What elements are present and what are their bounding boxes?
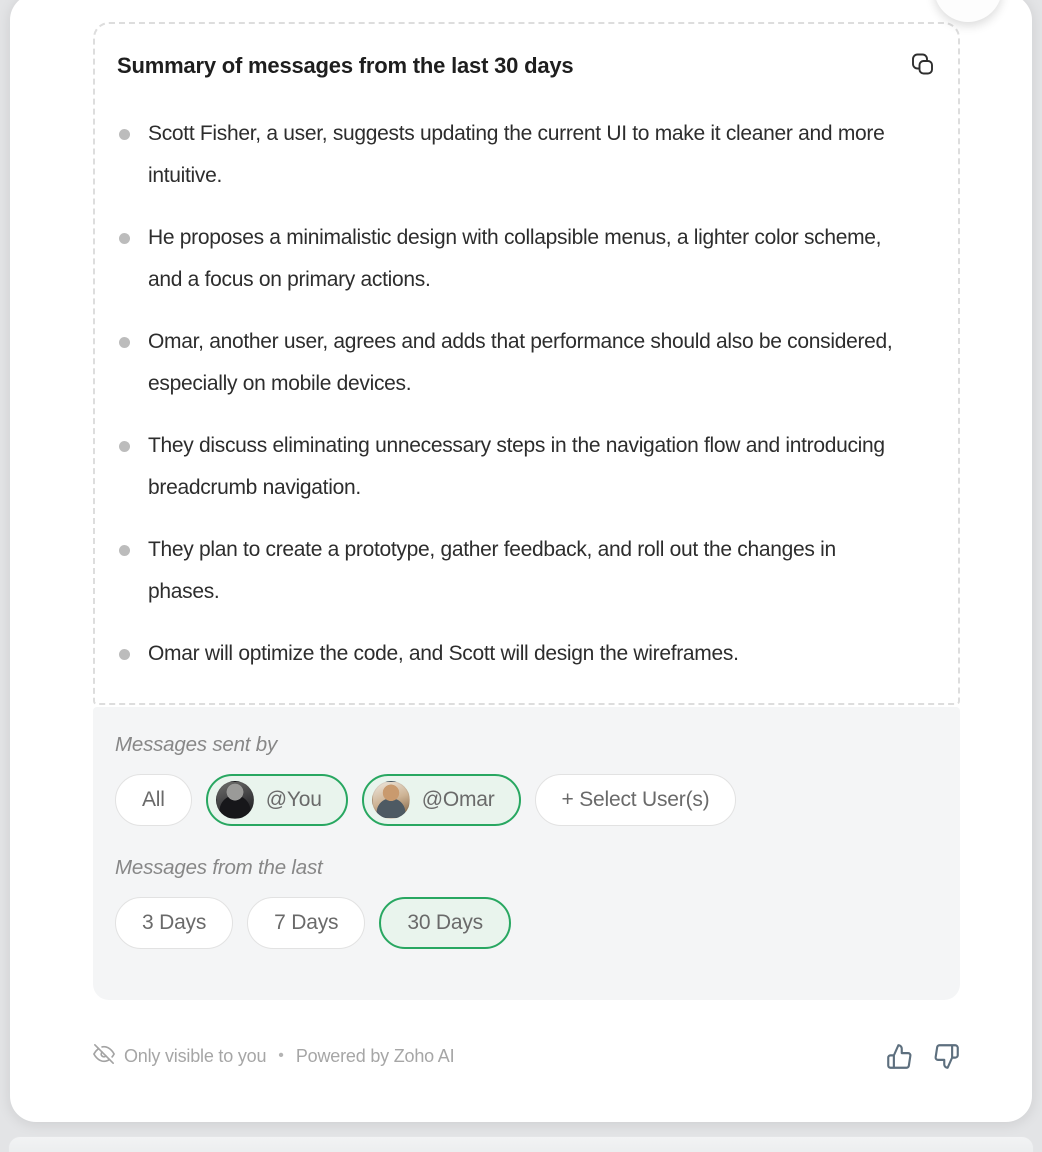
powered-by-text: Powered by Zoho AI bbox=[295, 1045, 455, 1066]
filter-sent-by-omar[interactable] bbox=[362, 774, 521, 826]
message-input-strip[interactable] bbox=[8, 1136, 1034, 1152]
feedback-actions bbox=[886, 1043, 960, 1070]
filter-period-3-days[interactable]: 3 Days bbox=[115, 897, 233, 949]
filter-sent-by-you-label: @You bbox=[265, 788, 322, 811]
summary-card-header bbox=[117, 50, 936, 80]
copy-icon bbox=[907, 66, 935, 81]
you-avatar bbox=[216, 781, 254, 819]
footer-separator: • bbox=[278, 1047, 284, 1064]
summary-filter-panel bbox=[93, 707, 960, 1000]
filter-sent-by-omar-label: @Omar bbox=[421, 788, 495, 811]
filter-period-30-days[interactable]: 30 Days bbox=[379, 897, 511, 949]
ai-summary-card bbox=[93, 22, 960, 705]
summary-footer bbox=[93, 1038, 960, 1074]
thumbs-down-icon bbox=[933, 1058, 960, 1073]
thumbs-up-icon bbox=[886, 1058, 913, 1073]
eye-off-icon bbox=[93, 1043, 115, 1070]
chat-panel bbox=[10, 0, 1032, 1122]
filter-select-users-button[interactable]: + Select User(s) bbox=[535, 774, 737, 826]
omar-avatar bbox=[372, 781, 410, 819]
sent-by-label: Messages sent by bbox=[115, 733, 278, 756]
period-label: Messages from the last bbox=[115, 856, 323, 879]
summary-bullet: Omar will optimize the code, and Scott will design the wireframes. bbox=[117, 633, 907, 675]
thumbs-up-button[interactable] bbox=[886, 1043, 913, 1070]
summary-bullet-list bbox=[117, 113, 936, 675]
copy-button[interactable] bbox=[906, 50, 936, 80]
filter-sent-by-you[interactable] bbox=[206, 774, 348, 826]
thumbs-down-button[interactable] bbox=[933, 1043, 960, 1070]
summary-bullet: Omar, another user, agrees and adds that performance should also be considered, especially on mobile devices. bbox=[117, 321, 907, 405]
filter-sent-by-all[interactable]: All bbox=[115, 774, 192, 826]
visibility-text: Only visible to you bbox=[124, 1045, 267, 1066]
summary-bullet: They discuss eliminating unnecessary steps in the navigation flow and introducing breadcrumb navigation. bbox=[117, 425, 907, 509]
summary-bullet: They plan to create a prototype, gather feedback, and roll out the changes in phases. bbox=[117, 529, 907, 613]
summary-title: Summary of messages from the last 30 days bbox=[117, 53, 574, 78]
filter-period-7-days[interactable]: 7 Days bbox=[247, 897, 365, 949]
summary-bullet: He proposes a minimalistic design with collapsible menus, a lighter color scheme, and a focus on primary actions. bbox=[117, 217, 907, 301]
footer-visibility bbox=[93, 1043, 454, 1070]
period-options bbox=[115, 897, 938, 949]
summary-bullet: Scott Fisher, a user, suggests updating the current UI to make it cleaner and more intuitive. bbox=[117, 113, 907, 197]
sent-by-options bbox=[115, 774, 938, 826]
